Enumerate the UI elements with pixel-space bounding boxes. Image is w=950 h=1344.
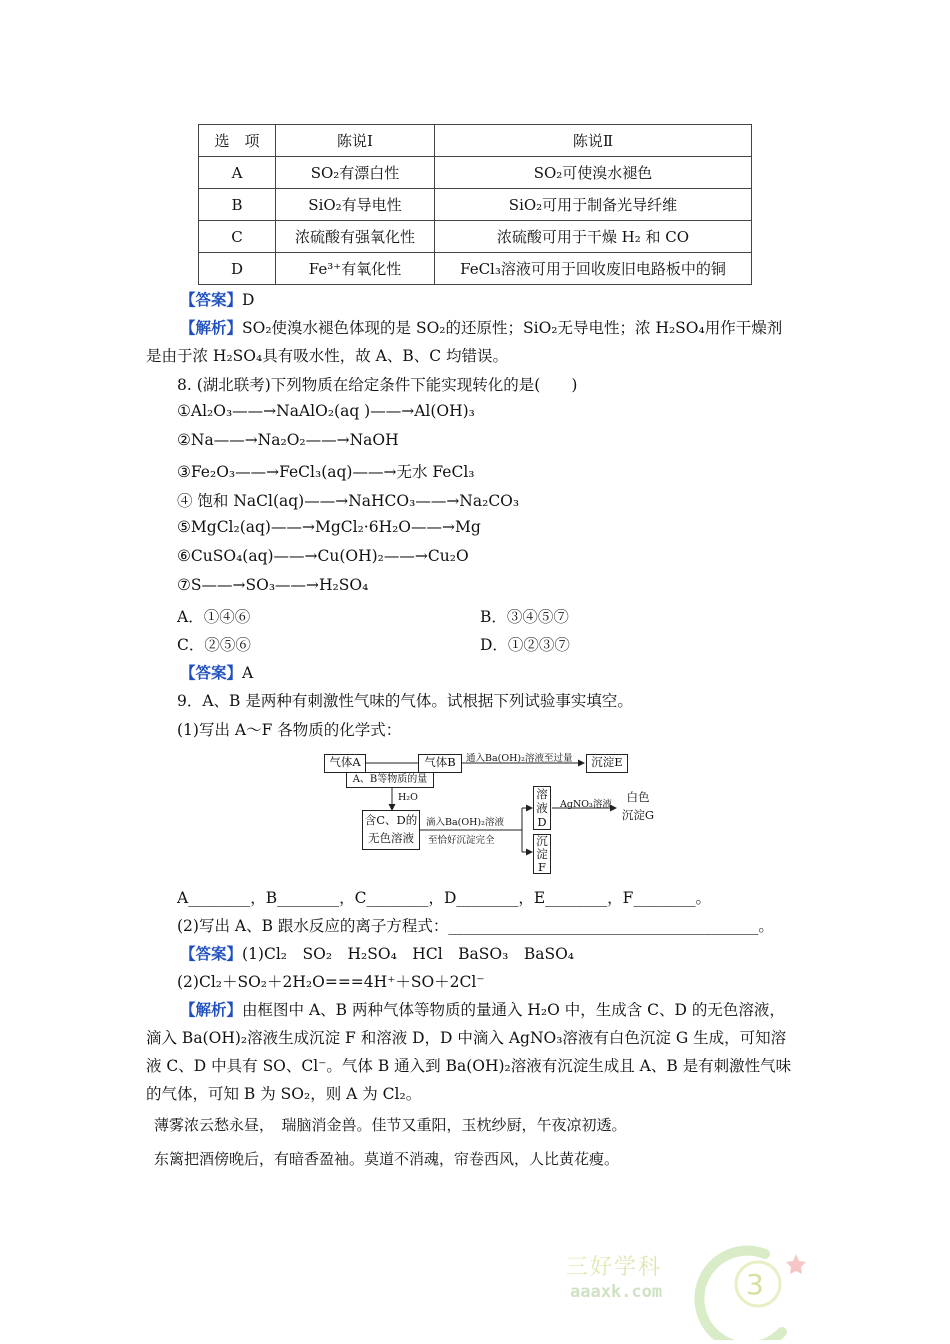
gas-a-box: 气体A bbox=[324, 754, 366, 773]
table-header-option: 选 项 bbox=[199, 125, 276, 157]
q9-analysis-line2: 滴入 Ba(OH)₂溶液生成沉淀 F 和溶液 D，D 中滴入 AgNO₃溶液有白色沉淀 G 生成，可知溶 bbox=[146, 1029, 787, 1047]
table-row bbox=[199, 221, 752, 253]
analysis-text: SO₂使溴水褪色体现的是 SO₂的还原性；SiO₂无导电性；浓 H₂SO₄用作干燥剂 bbox=[242, 319, 783, 337]
watermark-digit: 3 bbox=[746, 1268, 764, 1301]
answer-tag: 【答案】 bbox=[180, 663, 243, 682]
table-header-s1: 陈说Ⅰ bbox=[276, 125, 435, 157]
table-cell: SO₂可使溴水褪色 bbox=[435, 157, 752, 189]
q8-answer bbox=[180, 661, 253, 683]
q7-answer bbox=[180, 288, 254, 310]
table-header-row bbox=[199, 125, 752, 157]
solution-line2: 无色溶液 bbox=[368, 831, 414, 845]
q7-analysis-line1 bbox=[180, 316, 782, 338]
table-row bbox=[199, 189, 752, 221]
q8-item-4: ④ 饱和 NaCl(aq)——→NaHCO₃——→Na₂CO₃ bbox=[177, 492, 520, 510]
answer-value: A bbox=[242, 664, 254, 682]
equal-amount-label: A、B等物质的量 bbox=[346, 772, 434, 788]
table-cell: Fe³⁺有氧化性 bbox=[276, 253, 435, 285]
answer-tag: 【答案】 bbox=[180, 290, 243, 309]
q9-answer-line1 bbox=[180, 942, 574, 964]
flow-diagram bbox=[322, 750, 662, 880]
analysis-text: 由框图中 A、B 两种气体等物质的量通入 H₂O 中，生成含 C、D 的无色溶液， bbox=[242, 1001, 785, 1019]
table-cell: 浓硫酸有强氧化性 bbox=[276, 221, 435, 253]
q8-item-3: ③Fe₂O₃——→FeCl₃(aq)——→无水 FeCl₃ bbox=[177, 463, 475, 481]
table-cell: 浓硫酸可用于干燥 H₂ 和 CO bbox=[435, 221, 752, 253]
answer-tag: 【答案】 bbox=[180, 944, 243, 963]
precip-e-box: 沉淀E bbox=[586, 754, 628, 773]
solution-box bbox=[362, 810, 420, 850]
white-precip-g bbox=[618, 788, 658, 826]
table-cell: B bbox=[199, 189, 276, 221]
options-table bbox=[198, 124, 752, 285]
agno3-label: AgNO₃溶液 bbox=[560, 799, 612, 810]
q8-item-5: ⑤MgCl₂(aq)——→MgCl₂·6H₂O——→Mg bbox=[177, 518, 481, 536]
q8-option-d: D．①②③⑦ bbox=[480, 636, 570, 654]
q8-option-b: B．③④⑤⑦ bbox=[480, 608, 569, 626]
analysis-tag: 【解析】 bbox=[180, 318, 243, 337]
table-cell: SiO₂可用于制备光导纤维 bbox=[435, 189, 752, 221]
q9-sub1: (1)写出 A～F 各物质的化学式： bbox=[177, 721, 402, 739]
q9-analysis-line1 bbox=[180, 998, 785, 1020]
white-line1: 白色 bbox=[626, 790, 650, 804]
q8-stem: 8. (湖北联考)下列物质在给定条件下能实现转化的是( ) bbox=[177, 376, 578, 394]
table-cell: D bbox=[199, 253, 276, 285]
table-row bbox=[199, 253, 752, 285]
q8-option-a: A．①④⑥ bbox=[177, 608, 251, 626]
q9-sub2: (2)写出 A、B 跟水反应的离子方程式：________________________________________。 bbox=[177, 917, 774, 935]
q8-item-7: ⑦S——→SO₃——→H₂SO₄ bbox=[177, 576, 369, 594]
q9-analysis-line3: 液 C、D 中具有 SO、Cl⁻。气体 B 通入到 Ba(OH)₂溶液有沉淀生成且 A、B 是有刺激性气味 bbox=[146, 1057, 792, 1075]
watermark-brand: 三好学科 bbox=[566, 1255, 663, 1280]
h2o-label: H₂O bbox=[398, 792, 418, 803]
q8-option-c: C．②⑤⑥ bbox=[177, 636, 251, 654]
poem-line2: 东篱把酒傍晚后，有暗香盈袖。莫道不消魂，帘卷西风，人比黄花瘦。 bbox=[154, 1150, 620, 1168]
table-cell: FeCl₃溶液可用于回收废旧电路板中的铜 bbox=[435, 253, 752, 285]
table-cell: C bbox=[199, 221, 276, 253]
table-cell: A bbox=[199, 157, 276, 189]
analysis-tag: 【解析】 bbox=[180, 1000, 243, 1019]
table-row bbox=[199, 157, 752, 189]
table-header-s2: 陈说Ⅱ bbox=[435, 125, 752, 157]
q8-item-1: ①Al₂O₃——→NaAlO₂(aq )——→Al(OH)₃ bbox=[177, 402, 475, 420]
q7-analysis-line2: 是由于浓 H₂SO₄具有吸水性，故 A、B、C 均错误。 bbox=[146, 347, 508, 365]
q8-item-2: ②Na——→Na₂O₂——→NaOH bbox=[177, 431, 399, 449]
drop-label-2: 至恰好沉淀完全 bbox=[428, 835, 495, 846]
solution-d-box: 溶液D bbox=[533, 786, 551, 830]
bubble-label: 通入Ba(OH)₂溶液至过量 bbox=[466, 753, 573, 764]
q9-blanks: A________，B________，C________，D________，E________，F________。 bbox=[177, 889, 711, 907]
solution-line1: 含C、D的 bbox=[364, 813, 418, 827]
table-cell: SO₂有漂白性 bbox=[276, 157, 435, 189]
q9-answer-line2: (2)Cl₂＋SO₂＋2H₂O===4H⁺＋SO＋2Cl⁻ bbox=[177, 973, 485, 991]
q9-stem: 9．A、B 是两种有刺激性气味的气体。试根据下列试验事实填空。 bbox=[177, 692, 633, 710]
gas-b-box: 气体B bbox=[418, 754, 462, 773]
q9-analysis-line4: 的气体，可知 B 为 SO₂，则 A 为 Cl₂。 bbox=[146, 1085, 422, 1103]
answer-value: (1)Cl₂ SO₂ H₂SO₄ HCl BaSO₃ BaSO₄ bbox=[242, 945, 574, 963]
table-cell: SiO₂有导电性 bbox=[276, 189, 435, 221]
watermark-site: aaaxk.com bbox=[570, 1282, 663, 1302]
q8-item-6: ⑥CuSO₄(aq)——→Cu(OH)₂——→Cu₂O bbox=[177, 547, 469, 565]
poem-line1: 薄雾浓云愁永昼， 瑞脑消金兽。佳节又重阳，玉枕纱厨，午夜凉初透。 bbox=[154, 1116, 627, 1134]
watermark bbox=[560, 1236, 820, 1340]
precip-f-box: 沉淀F bbox=[533, 834, 551, 874]
drop-label-1: 滴入Ba(OH)₂溶液 bbox=[426, 817, 504, 828]
white-line2: 沉淀G bbox=[621, 808, 655, 822]
answer-value: D bbox=[242, 291, 255, 309]
